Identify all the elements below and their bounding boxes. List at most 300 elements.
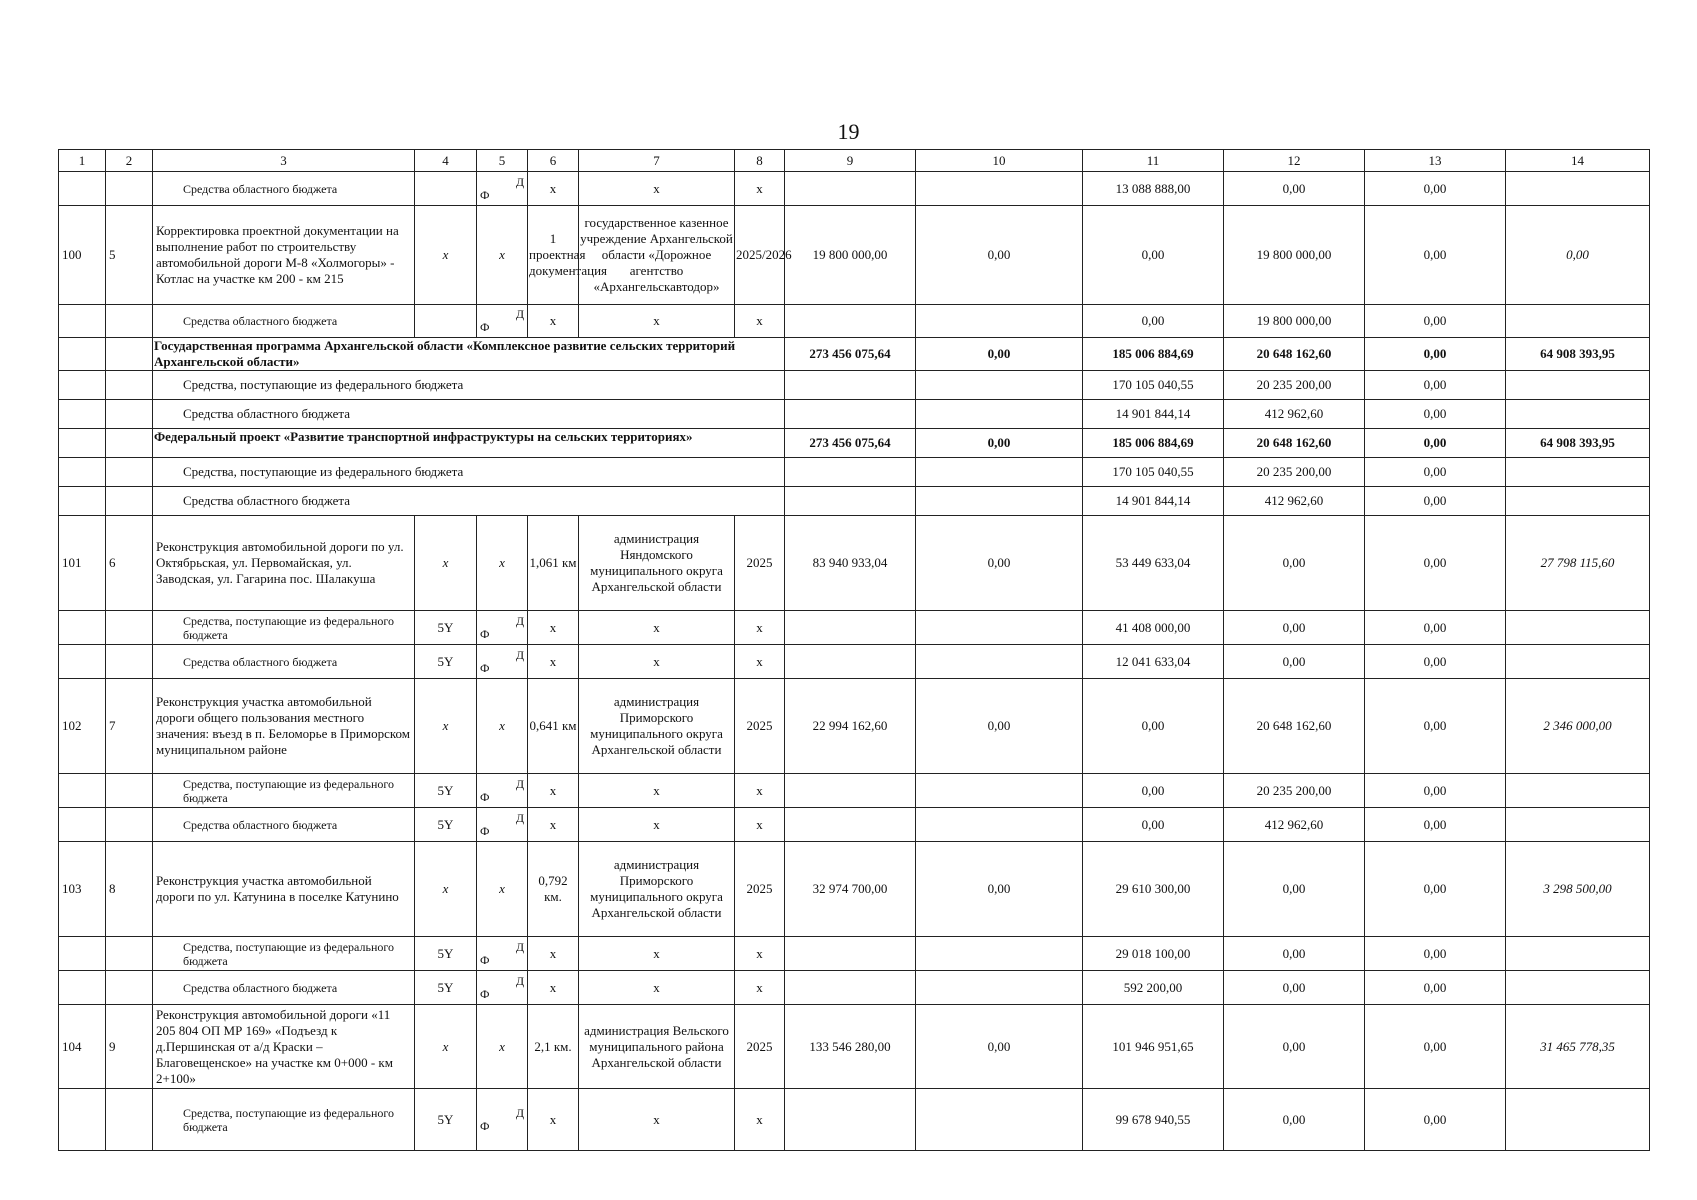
col-6-value: х xyxy=(528,937,579,971)
empty-cell xyxy=(106,429,153,458)
col-6-value: х xyxy=(528,172,579,206)
col-11-value: 185 006 884,69 xyxy=(1083,429,1224,458)
empty-cell xyxy=(785,487,916,516)
col-12-value: 0,00 xyxy=(1224,937,1365,971)
col-4-value: 5Y xyxy=(415,1089,477,1151)
col-5-line: Ф xyxy=(480,823,490,838)
total-cost: 19 800 000,00 xyxy=(785,206,916,305)
funding-source-row xyxy=(59,774,1650,808)
col-14-value: 27 798 115,60 xyxy=(1506,516,1650,611)
col-8-value: х xyxy=(735,645,785,679)
empty-cell xyxy=(106,172,153,206)
col-5-value: х xyxy=(477,842,528,937)
item-number: 7 xyxy=(106,679,153,774)
col-7-value: х xyxy=(579,172,735,206)
capacity-value: 1 проектная документация xyxy=(528,206,579,305)
empty-cell xyxy=(1506,487,1650,516)
budget-table xyxy=(58,149,1650,1151)
col-11-value: 592 200,00 xyxy=(1083,971,1224,1005)
empty-cell xyxy=(916,172,1083,206)
col-5-line: Д xyxy=(515,647,524,662)
empty-cell xyxy=(785,774,916,808)
column-header-1: 1 xyxy=(59,150,106,172)
col-14-value: 64 908 393,95 xyxy=(1506,429,1650,458)
empty-cell xyxy=(1506,305,1650,338)
col-12-value: 0,00 xyxy=(1224,645,1365,679)
empty-cell xyxy=(916,971,1083,1005)
col-6-value: х xyxy=(528,808,579,842)
empty-cell xyxy=(1506,458,1650,487)
empty-cell xyxy=(59,937,106,971)
empty-cell xyxy=(59,971,106,1005)
empty-cell xyxy=(916,774,1083,808)
col-8-value: х xyxy=(735,1089,785,1151)
col-4-value: 5Y xyxy=(415,808,477,842)
col-12-value: 20 235 200,00 xyxy=(1224,458,1365,487)
funding-source-label: Средства областного бюджета xyxy=(153,645,415,679)
program-total: 273 456 075,64 xyxy=(785,429,916,458)
empty-cell xyxy=(785,971,916,1005)
col-11-value: 0,00 xyxy=(1083,305,1224,338)
year-value: 2025 xyxy=(735,679,785,774)
col-8-value: х xyxy=(735,774,785,808)
col-8-value: х xyxy=(735,808,785,842)
column-header-12: 12 xyxy=(1224,150,1365,172)
col-13-value: 0,00 xyxy=(1365,458,1506,487)
empty-cell xyxy=(59,611,106,645)
col-13-value: 0,00 xyxy=(1365,645,1506,679)
funding-source-label: Средства областного бюджета xyxy=(153,971,415,1005)
program-funding-row xyxy=(59,371,1650,400)
col-6-value: х xyxy=(528,611,579,645)
col-12-value: 412 962,60 xyxy=(1224,487,1365,516)
empty-cell xyxy=(106,458,153,487)
empty-cell xyxy=(1506,611,1650,645)
empty-cell xyxy=(916,487,1083,516)
empty-cell xyxy=(59,487,106,516)
col-5-value xyxy=(477,172,528,206)
empty-cell xyxy=(1506,371,1650,400)
col-12-value: 19 800 000,00 xyxy=(1224,305,1365,338)
col-4-value: х xyxy=(415,516,477,611)
empty-cell xyxy=(106,971,153,1005)
col-11-value: 101 946 951,65 xyxy=(1083,1005,1224,1089)
empty-cell xyxy=(106,808,153,842)
col-13-value: 0,00 xyxy=(1365,172,1506,206)
col-10-value: 0,00 xyxy=(916,338,1083,371)
col-11-value: 0,00 xyxy=(1083,206,1224,305)
col-6-value: х xyxy=(528,774,579,808)
project-row xyxy=(59,842,1650,937)
col-5-value xyxy=(477,971,528,1005)
col-11-value: 170 105 040,55 xyxy=(1083,458,1224,487)
empty-cell xyxy=(1506,645,1650,679)
col-14-value: 0,00 xyxy=(1506,206,1650,305)
empty-cell xyxy=(785,458,916,487)
column-header-4: 4 xyxy=(415,150,477,172)
col-5-line: Д xyxy=(515,939,524,954)
col-10-value: 0,00 xyxy=(916,1005,1083,1089)
column-header-9: 9 xyxy=(785,150,916,172)
item-number: 6 xyxy=(106,516,153,611)
col-11-value: 170 105 040,55 xyxy=(1083,371,1224,400)
col-13-value: 0,00 xyxy=(1365,487,1506,516)
project-row xyxy=(59,679,1650,774)
col-14-value: 64 908 393,95 xyxy=(1506,338,1650,371)
total-cost: 22 994 162,60 xyxy=(785,679,916,774)
col-12-value: 0,00 xyxy=(1224,971,1365,1005)
col-12-value: 412 962,60 xyxy=(1224,808,1365,842)
year-value: 2025 xyxy=(735,516,785,611)
empty-cell xyxy=(916,808,1083,842)
col-12-value: 0,00 xyxy=(1224,842,1365,937)
empty-cell xyxy=(785,645,916,679)
empty-cell xyxy=(59,400,106,429)
capacity-value: 1,061 км xyxy=(528,516,579,611)
empty-cell xyxy=(106,338,153,371)
program-funding-row xyxy=(59,487,1650,516)
project-description: Реконструкция участка автомобильной дороги общего пользования местного значения: въезд в п. Беломорье в Приморском муниципальном районе xyxy=(153,679,415,774)
col-11-value: 29 018 100,00 xyxy=(1083,937,1224,971)
funding-source-row xyxy=(59,971,1650,1005)
project-description: Реконструкция автомобильной дороги «11 205 804 ОП МР 169» «Подъезд к д.Першинская от а/д Краски – Благовещенское» на участке км 0+000 - км 2+100» xyxy=(153,1005,415,1089)
col-13-value: 0,00 xyxy=(1365,611,1506,645)
col-12-value: 20 235 200,00 xyxy=(1224,774,1365,808)
col-8-value: х xyxy=(735,305,785,338)
col-6-value: х xyxy=(528,971,579,1005)
col-4-value: 5Y xyxy=(415,645,477,679)
empty-cell xyxy=(916,611,1083,645)
empty-cell xyxy=(785,1089,916,1151)
empty-cell xyxy=(1506,1089,1650,1151)
col-11-value: 29 610 300,00 xyxy=(1083,842,1224,937)
empty-cell xyxy=(916,400,1083,429)
col-5-line: Ф xyxy=(480,1118,490,1133)
empty-cell xyxy=(106,371,153,400)
empty-cell xyxy=(59,774,106,808)
col-7-value: х xyxy=(579,305,735,338)
col-12-value: 20 648 162,60 xyxy=(1224,338,1365,371)
col-7-value: х xyxy=(579,645,735,679)
column-header-3: 3 xyxy=(153,150,415,172)
empty-cell xyxy=(1506,172,1650,206)
row-number: 104 xyxy=(59,1005,106,1089)
funding-source-row xyxy=(59,808,1650,842)
col-10-value: 0,00 xyxy=(916,679,1083,774)
empty-cell xyxy=(106,400,153,429)
funding-source-row xyxy=(59,937,1650,971)
empty-cell xyxy=(785,808,916,842)
empty-cell xyxy=(106,487,153,516)
empty-cell xyxy=(59,1089,106,1151)
col-8-value: х xyxy=(735,937,785,971)
empty-cell xyxy=(59,371,106,400)
col-5-value xyxy=(477,937,528,971)
total-cost: 83 940 933,04 xyxy=(785,516,916,611)
col-8-value: х xyxy=(735,611,785,645)
capacity-value: 2,1 км. xyxy=(528,1005,579,1089)
empty-cell xyxy=(59,645,106,679)
col-5-line: Ф xyxy=(480,626,490,641)
col-5-value xyxy=(477,808,528,842)
responsible-organization: администрация Вельского муниципального района Архангельской области xyxy=(579,1005,735,1089)
col-11-value: 0,00 xyxy=(1083,808,1224,842)
col-4-value: 5Y xyxy=(415,937,477,971)
col-5-line: Ф xyxy=(480,952,490,967)
column-header-11: 11 xyxy=(1083,150,1224,172)
col-13-value: 0,00 xyxy=(1365,429,1506,458)
funding-source-row xyxy=(59,305,1650,338)
column-header-8: 8 xyxy=(735,150,785,172)
col-12-value: 0,00 xyxy=(1224,1005,1365,1089)
col-13-value: 0,00 xyxy=(1365,842,1506,937)
item-number: 8 xyxy=(106,842,153,937)
funding-source-label: Средства областного бюджета xyxy=(153,808,415,842)
funding-source-row xyxy=(59,611,1650,645)
col-12-value: 0,00 xyxy=(1224,172,1365,206)
col-13-value: 0,00 xyxy=(1365,937,1506,971)
col-12-value: 20 648 162,60 xyxy=(1224,429,1365,458)
col-12-value: 0,00 xyxy=(1224,516,1365,611)
col-13-value: 0,00 xyxy=(1365,206,1506,305)
col-13-value: 0,00 xyxy=(1365,1089,1506,1151)
col-13-value: 0,00 xyxy=(1365,338,1506,371)
empty-cell xyxy=(785,611,916,645)
program-funding-row xyxy=(59,458,1650,487)
col-11-value: 0,00 xyxy=(1083,774,1224,808)
col-11-value: 99 678 940,55 xyxy=(1083,1089,1224,1151)
empty-cell xyxy=(59,172,106,206)
project-description: Реконструкция автомобильной дороги по ул. Октябрьская, ул. Первомайская, ул. Заводская, ул. Гагарина пос. Шалакуша xyxy=(153,516,415,611)
col-14-value: 2 346 000,00 xyxy=(1506,679,1650,774)
funding-source-label: Средства, поступающие из федерального бюджета xyxy=(153,458,785,487)
col-5-line: Д xyxy=(515,174,524,189)
empty-cell xyxy=(916,1089,1083,1151)
col-5-line: Д xyxy=(515,307,524,321)
col-7-value: х xyxy=(579,1089,735,1151)
empty-cell xyxy=(785,400,916,429)
funding-source-label: Средства, поступающие из федерального бюджета xyxy=(153,611,415,645)
column-header-14: 14 xyxy=(1506,150,1650,172)
column-header-10: 10 xyxy=(916,150,1083,172)
funding-source-label: Средства, поступающие из федерального бюджета xyxy=(153,774,415,808)
empty-cell xyxy=(106,645,153,679)
column-header-6: 6 xyxy=(528,150,579,172)
col-13-value: 0,00 xyxy=(1365,774,1506,808)
project-description: Корректировка проектной документации на выполнение работ по строительству автомобильной дороги М-8 «Холмогоры» - Котлас на участке км 200 - км 215 xyxy=(153,206,415,305)
col-5-line: Ф xyxy=(480,660,490,675)
col-5-value: х xyxy=(477,1005,528,1089)
col-11-value: 12 041 633,04 xyxy=(1083,645,1224,679)
responsible-organization: администрация Приморского муниципального округа Архангельской области xyxy=(579,679,735,774)
col-7-value: х xyxy=(579,937,735,971)
col-13-value: 0,00 xyxy=(1365,971,1506,1005)
row-number: 100 xyxy=(59,206,106,305)
col-5-line: Ф xyxy=(480,187,490,202)
column-header-5: 5 xyxy=(477,150,528,172)
col-12-value: 19 800 000,00 xyxy=(1224,206,1365,305)
funding-source-row xyxy=(59,645,1650,679)
funding-source-label: Средства областного бюджета xyxy=(153,305,415,338)
empty-cell xyxy=(785,371,916,400)
row-number: 103 xyxy=(59,842,106,937)
responsible-organization: администрация Приморского муниципального округа Архангельской области xyxy=(579,842,735,937)
funding-source-row xyxy=(59,172,1650,206)
total-cost: 32 974 700,00 xyxy=(785,842,916,937)
col-12-value: 412 962,60 xyxy=(1224,400,1365,429)
col-7-value: х xyxy=(579,611,735,645)
col-4-value: 5Y xyxy=(415,611,477,645)
col-7-value: х xyxy=(579,808,735,842)
col-14-value: 31 465 778,35 xyxy=(1506,1005,1650,1089)
capacity-value: 0,792 км. xyxy=(528,842,579,937)
empty-cell xyxy=(106,774,153,808)
funding-source-label: Средства областного бюджета xyxy=(153,172,415,206)
funding-source-label: Средства, поступающие из федерального бюджета xyxy=(153,371,785,400)
responsible-organization: государственное казенное учреждение Архангельской области «Дорожное агентство «Архангельскавтодор» xyxy=(579,206,735,305)
empty-cell xyxy=(59,305,106,338)
project-row xyxy=(59,206,1650,305)
empty-cell xyxy=(59,808,106,842)
column-header-7: 7 xyxy=(579,150,735,172)
col-10-value: 0,00 xyxy=(916,206,1083,305)
row-number: 101 xyxy=(59,516,106,611)
col-5-line: Д xyxy=(515,776,524,791)
empty-cell xyxy=(59,458,106,487)
col-6-value: х xyxy=(528,645,579,679)
funding-source-row xyxy=(59,1089,1650,1151)
col-11-value: 14 901 844,14 xyxy=(1083,400,1224,429)
page-number: 19 xyxy=(837,119,860,144)
program-funding-row xyxy=(59,400,1650,429)
funding-source-label: Средства, поступающие из федерального бюджета xyxy=(153,937,415,971)
col-4-value: х xyxy=(415,206,477,305)
program-title: Государственная программа Архангельской области «Комплексное развитие сельских территорий Архангельской области» xyxy=(153,338,785,371)
year-value: 2025 xyxy=(735,1005,785,1089)
col-4-value xyxy=(415,305,477,338)
col-13-value: 0,00 xyxy=(1365,679,1506,774)
program-title: Федеральный проект «Развитие транспортной инфраструктуры на сельских территориях» xyxy=(153,429,785,458)
empty-cell xyxy=(1506,400,1650,429)
empty-cell xyxy=(1506,774,1650,808)
empty-cell xyxy=(785,937,916,971)
col-5-line: Ф xyxy=(480,789,490,804)
empty-cell xyxy=(785,172,916,206)
col-11-value: 14 901 844,14 xyxy=(1083,487,1224,516)
col-10-value: 0,00 xyxy=(916,842,1083,937)
col-4-value: 5Y xyxy=(415,774,477,808)
project-row xyxy=(59,1005,1650,1089)
col-12-value: 20 648 162,60 xyxy=(1224,679,1365,774)
col-10-value: 0,00 xyxy=(916,429,1083,458)
col-11-value: 53 449 633,04 xyxy=(1083,516,1224,611)
funding-source-label: Средства областного бюджета xyxy=(153,400,785,429)
col-11-value: 0,00 xyxy=(1083,679,1224,774)
empty-cell xyxy=(106,305,153,338)
col-13-value: 0,00 xyxy=(1365,808,1506,842)
col-5-value: х xyxy=(477,206,528,305)
col-12-value: 0,00 xyxy=(1224,611,1365,645)
empty-cell xyxy=(916,305,1083,338)
col-6-value: х xyxy=(528,1089,579,1151)
col-5-line: Ф xyxy=(480,320,490,334)
empty-cell xyxy=(1506,808,1650,842)
column-header-2: 2 xyxy=(106,150,153,172)
item-number: 5 xyxy=(106,206,153,305)
col-8-value: х xyxy=(735,971,785,1005)
empty-cell xyxy=(785,305,916,338)
empty-cell xyxy=(106,937,153,971)
capacity-value: 0,641 км xyxy=(528,679,579,774)
col-5-line: Д xyxy=(515,973,524,988)
empty-cell xyxy=(916,371,1083,400)
col-12-value: 20 235 200,00 xyxy=(1224,371,1365,400)
empty-cell xyxy=(1506,937,1650,971)
funding-source-label: Средства, поступающие из федерального бюджета xyxy=(153,1089,415,1151)
col-13-value: 0,00 xyxy=(1365,1005,1506,1089)
col-6-value: х xyxy=(528,305,579,338)
row-number: 102 xyxy=(59,679,106,774)
col-5-value xyxy=(477,1089,528,1151)
col-5-value xyxy=(477,774,528,808)
program-summary-row xyxy=(59,429,1650,458)
responsible-organization: администрация Няндомского муниципального округа Архангельской области xyxy=(579,516,735,611)
col-13-value: 0,00 xyxy=(1365,400,1506,429)
col-4-value: 5Y xyxy=(415,971,477,1005)
col-7-value: х xyxy=(579,971,735,1005)
empty-cell xyxy=(59,429,106,458)
col-13-value: 0,00 xyxy=(1365,305,1506,338)
col-5-value: х xyxy=(477,679,528,774)
empty-cell xyxy=(916,937,1083,971)
header-row xyxy=(59,150,1650,172)
program-total: 273 456 075,64 xyxy=(785,338,916,371)
empty-cell xyxy=(916,458,1083,487)
col-13-value: 0,00 xyxy=(1365,516,1506,611)
program-summary-row xyxy=(59,338,1650,371)
col-14-value: 3 298 500,00 xyxy=(1506,842,1650,937)
funding-source-label: Средства областного бюджета xyxy=(153,487,785,516)
col-4-value xyxy=(415,172,477,206)
col-10-value: 0,00 xyxy=(916,516,1083,611)
column-header-13: 13 xyxy=(1365,150,1506,172)
col-5-value xyxy=(477,611,528,645)
col-5-line: Д xyxy=(515,810,524,825)
empty-cell xyxy=(1506,971,1650,1005)
col-5-value xyxy=(477,305,528,338)
col-4-value: х xyxy=(415,1005,477,1089)
item-number: 9 xyxy=(106,1005,153,1089)
col-7-value: х xyxy=(579,774,735,808)
total-cost: 133 546 280,00 xyxy=(785,1005,916,1089)
col-4-value: х xyxy=(415,679,477,774)
col-11-value: 41 408 000,00 xyxy=(1083,611,1224,645)
empty-cell xyxy=(916,645,1083,679)
col-4-value: х xyxy=(415,842,477,937)
col-5-value: х xyxy=(477,516,528,611)
project-description: Реконструкция участка автомобильной дороги по ул. Катунина в поселке Катунино xyxy=(153,842,415,937)
col-5-value xyxy=(477,645,528,679)
col-5-line: Д xyxy=(515,1105,524,1120)
empty-cell xyxy=(106,1089,153,1151)
col-5-line: Ф xyxy=(480,986,490,1001)
empty-cell xyxy=(59,338,106,371)
col-11-value: 185 006 884,69 xyxy=(1083,338,1224,371)
col-11-value: 13 088 888,00 xyxy=(1083,172,1224,206)
col-12-value: 0,00 xyxy=(1224,1089,1365,1151)
empty-cell xyxy=(106,611,153,645)
col-8-value: х xyxy=(735,172,785,206)
